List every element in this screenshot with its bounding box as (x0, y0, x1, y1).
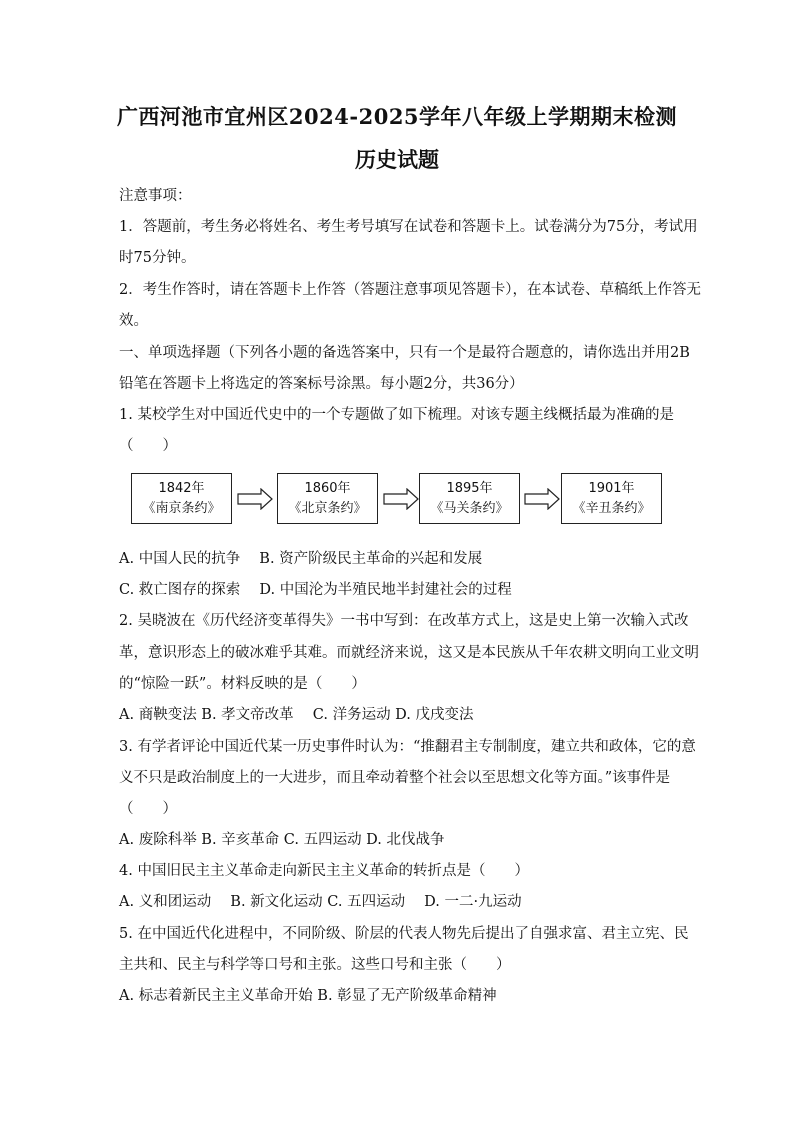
treaty-box-3 (419, 473, 520, 524)
treaty-year: 1842年 (158, 481, 205, 496)
question-4-options: A. 义和团运动 B. 新文化运动 C. 五四运动 D. 一二·九运动 (119, 894, 522, 910)
treaty-name: 《南京条约》 (142, 501, 221, 516)
question-1-options-line-2: C. 救亡图存的探索 D. 中国沦为半殖民地半封建社会的过程 (119, 582, 512, 598)
treaty-name: 《马关条约》 (430, 501, 509, 516)
treaty-name: 《北京条约》 (288, 501, 367, 516)
exam-subtitle: 历史试题 (355, 147, 439, 172)
notice-item-1-line-2: 时75分钟。 (119, 250, 196, 266)
notice-heading: 注意事项： (119, 188, 192, 204)
question-2-options: A. 商鞅变法 B. 孝文帝改革 C. 洋务运动 D. 戊戌变法 (119, 707, 474, 723)
treaty-name: 《辛丑条约》 (572, 501, 651, 516)
question-1-stem-line-2: （ ） (119, 438, 177, 454)
question-5-options: A. 标志着新民主主义革命开始 B. 彰显了无产阶级革命精神 (119, 988, 497, 1004)
question-1-stem-line-1: 1. 某校学生对中国近代史中的一个专题做了如下梳理。对该专题主线概括最为准确的是 (119, 407, 674, 423)
question-1-options-line-1: A. 中国人民的抗争 B. 资产阶级民主革命的兴起和发展 (119, 551, 483, 567)
treaty-year: 1895年 (446, 481, 493, 496)
question-2-stem-line-3: 的“惊险一跃”。材料反映的是（ ） (119, 676, 366, 692)
question-3-options: A. 废除科举 B. 辛亥革命 C. 五四运动 D. 北伐战争 (119, 832, 445, 848)
question-5-stem-line-1: 5. 在中国近代化进程中，不同阶级、阶层的代表人物先后提出了自强求富、君主立宪、民 (119, 926, 689, 942)
section-1-instruction-line-1: 一、单项选择题（下列各小题的备选答案中，只有一个是最符合题意的，请你选出并用2B (119, 345, 690, 361)
question-2-stem-line-2: 革，意识形态上的破冰难乎其难。而就经济来说，这又是本民族从千年农耕文明向工业文明 (119, 645, 699, 661)
notice-item-1-line-1: 1．答题前，考生务必将姓名、考生考号填写在试卷和答题卡上。试卷满分为75分，考试用 (119, 219, 698, 235)
question-4-stem: 4. 中国旧民主主义革命走向新民主主义革命的转折点是（ ） (119, 863, 529, 879)
arrow-right-icon (383, 488, 419, 510)
arrow-right-icon (524, 488, 560, 510)
question-2-stem-line-1: 2. 吴晓波在《历代经济变革得失》一书中写到：在改革方式上，这是史上第一次输入式改 (119, 613, 689, 629)
question-3-stem-line-3: （ ） (119, 801, 177, 817)
question-5-stem-line-2: 主共和、民主与科学等口号和主张。这些口号和主张（ ） (119, 957, 511, 973)
treaty-year: 1901年 (588, 481, 635, 496)
treaty-box-1 (131, 473, 232, 524)
section-1-instruction-line-2: 铅笔在答题卡上将选定的答案标号涂黑。每小题2分，共36分） (119, 376, 524, 392)
treaty-box-2 (277, 473, 378, 524)
treaty-year: 1860年 (304, 481, 351, 496)
question-3-stem-line-1: 3. 有学者评论中国近代某一历史事件时认为：“推翻君主专制制度，建立共和政体，它的意 (119, 739, 696, 755)
treaty-box-4 (561, 473, 662, 524)
notice-item-2-line-1: 2．考生作答时，请在答题卡上作答（答题注意事项见答题卡），在本试卷、草稿纸上作答无 (119, 282, 701, 298)
notice-item-2-line-2: 效。 (119, 313, 148, 329)
treaty-flow-diagram (131, 473, 666, 527)
arrow-right-icon (237, 488, 273, 510)
exam-title: 广西河池市宜州区2024-2025学年八年级上学期期末检测 (116, 104, 678, 129)
question-3-stem-line-2: 义不只是政治制度上的一大进步，而且牵动着整个社会以至思想文化等方面。”该事件是 (119, 770, 671, 786)
